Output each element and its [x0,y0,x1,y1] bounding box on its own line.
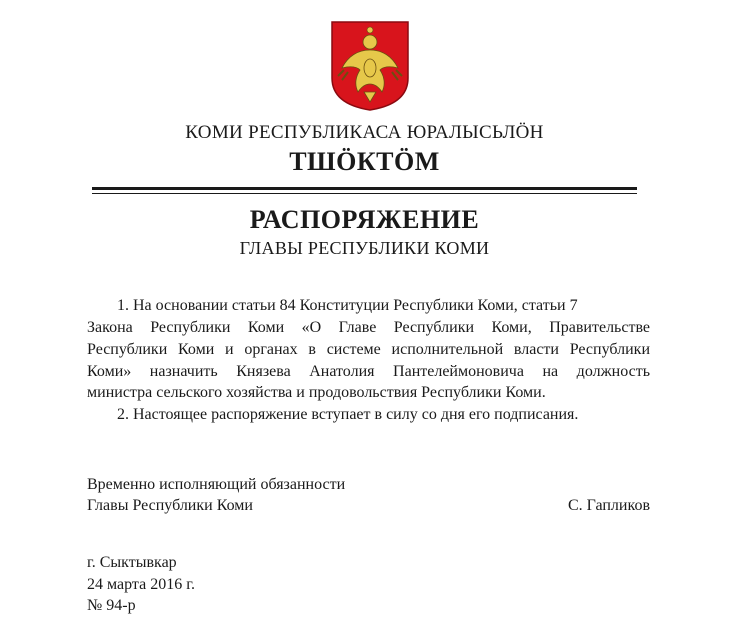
header-divider-thin [92,193,637,194]
header-divider-thick [92,187,637,190]
signature-name: С. Гапликов [567,497,650,514]
footer-date: 24 марта 2016 г. [87,576,195,593]
republic-title: КОМИ РЕСПУБЛИКАСА ЮРАЛЫСЬЛӦН [185,122,544,143]
paragraph1-line5: министра сельского хозяйства и продовольствия Республики Коми. [87,384,546,401]
signature-position-line1: Временно исполняющий обязанности [87,476,346,493]
signature-position-line2: Главы Республики Коми [87,497,253,514]
komi-coat-of-arms-icon [330,20,410,112]
decree-title-komi: ТШӦКТӦМ [289,147,440,176]
paragraph2: 2. Настоящее распоряжение вступает в силу со дня его подписания. [117,406,579,423]
paragraph1-line2: Закона Республики Коми «О Главе Республики Коми, Правительстве [87,319,650,336]
footer-number: № 94-р [87,597,136,614]
paragraph1-line1: 1. На основании статьи 84 Конституции Республики Коми, статьи 7 [117,297,578,314]
document-type-title: РАСПОРЯЖЕНИЕ [249,205,480,234]
paragraph1-line3: Республики Коми и органах в системе исполнительной власти Республики [87,341,650,358]
footer-city: г. Сыктывкар [87,554,177,571]
paragraph1-line4: Коми» назначить Князева Анатолия Пантелеймоновича на должность [87,363,650,380]
issuer-title: ГЛАВЫ РЕСПУБЛИКИ КОМИ [239,238,490,258]
